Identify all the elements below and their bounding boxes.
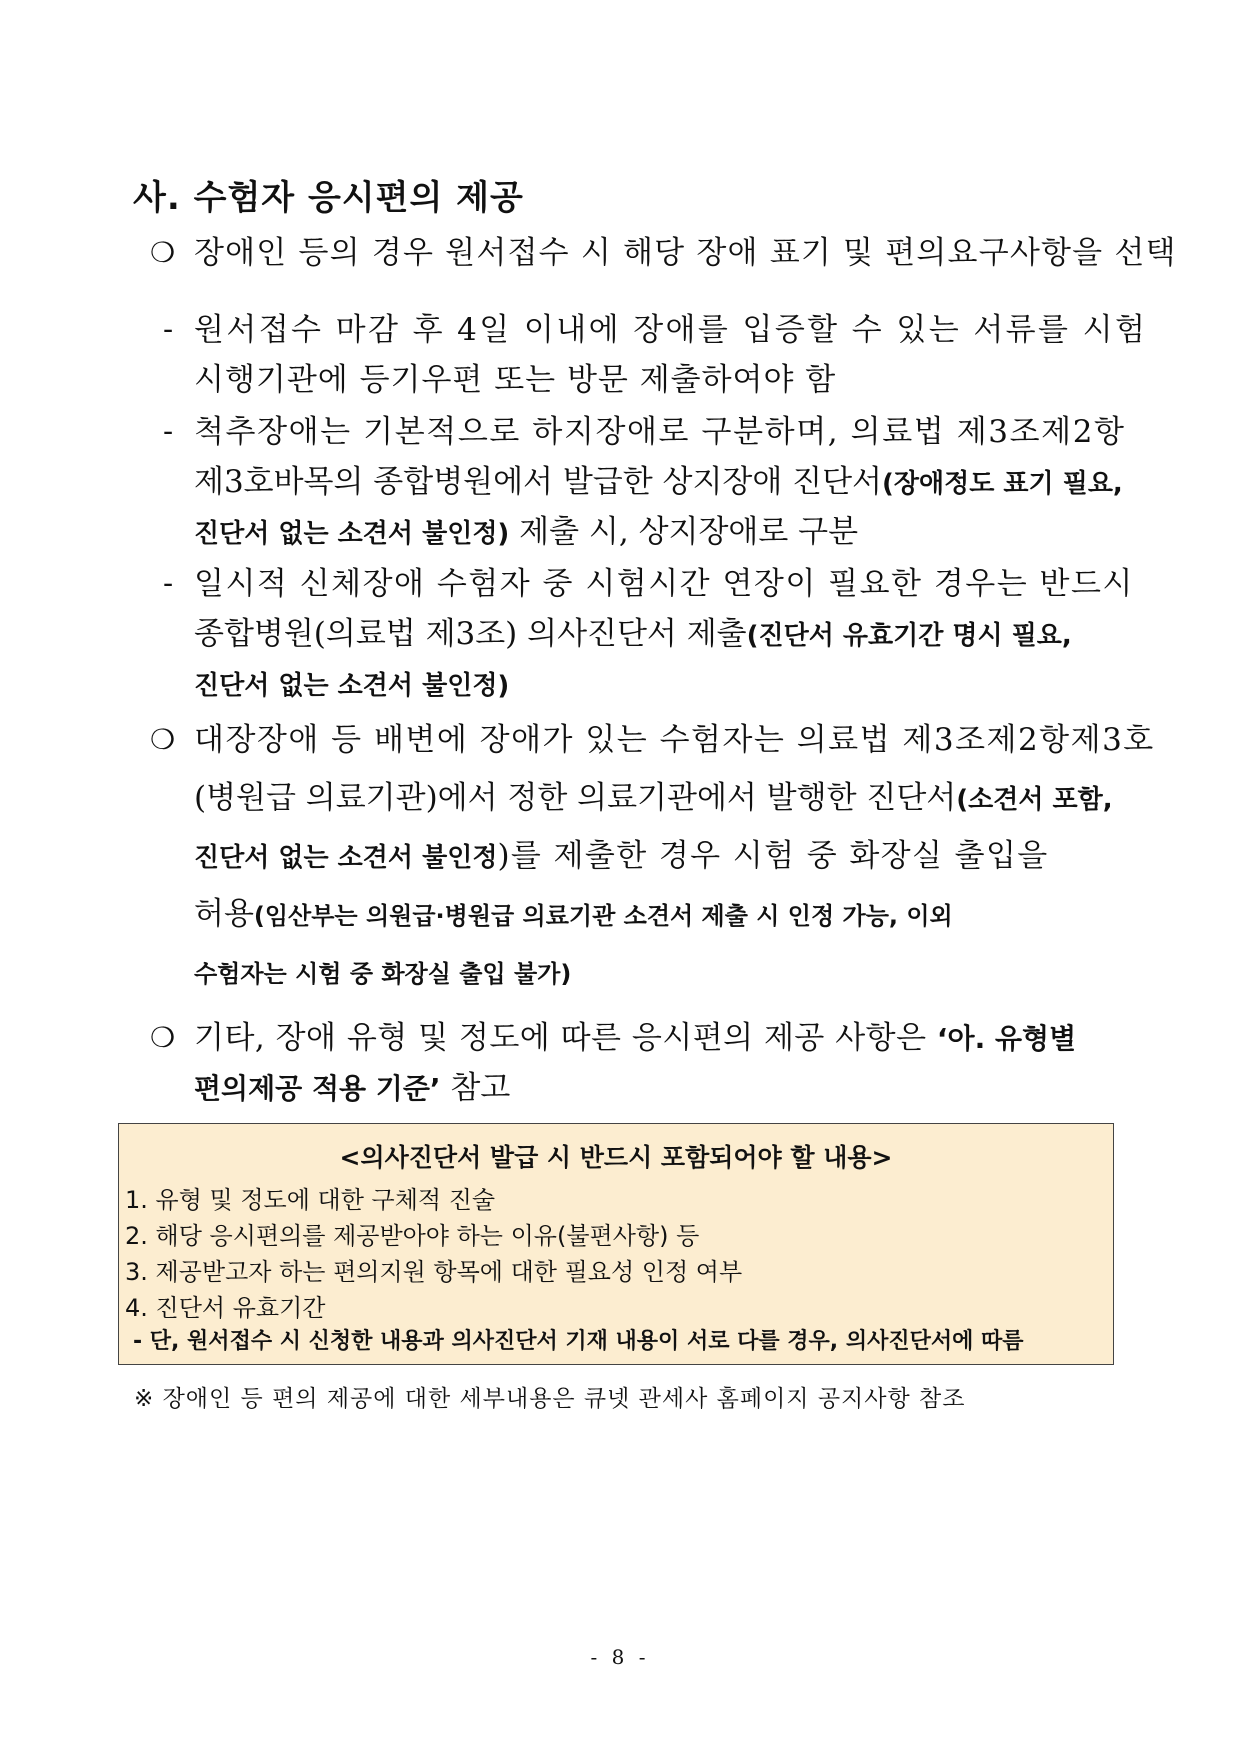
dash-3-line-1: 일시적 신체장애 수험자 중 시험시간 연장이 필요한 경우는 반드시: [194, 566, 1134, 602]
box-item-2: 2. 해당 응시편의를 제공받아야 하는 이유(불편사항) 등: [125, 1222, 700, 1250]
dash-3-line-3: [194, 664, 509, 706]
bullet-3-line-1-bold: ‘아. 유형별: [936, 1022, 1077, 1055]
dash-3-line-2-regular: 종합병원(의료법 제3조) 의사진단서 제출: [194, 616, 747, 652]
bullet-2-line-4: [194, 894, 953, 936]
bullet-2-line-3: [194, 836, 1049, 878]
dash-2-line-2-bold: (장애정도 표기 필요,: [882, 469, 1123, 499]
bullet-2-line-2-bold: (소견서 포함,: [956, 785, 1113, 815]
bullet-2-line-3-regular: )를 제출한 경우 시험 중 화장실 출입을: [497, 838, 1049, 874]
bullet-3-line-2-bold: 편의제공 적용 기준’: [194, 1072, 441, 1105]
bullet-symbol: ❍: [150, 236, 176, 269]
box-item-1: 1. 유형 및 정도에 대한 구체적 진술: [125, 1186, 496, 1214]
dash-symbol: -: [163, 414, 174, 449]
box-title: <의사진단서 발급 시 반드시 포함되어야 할 내용>: [339, 1143, 893, 1172]
dash-3-line-2-bold: (진단서 유효기간 명시 필요,: [746, 621, 1072, 651]
box-note: - 단, 원서접수 시 신청한 내용과 의사진단서 기재 내용이 서로 다를 경우, 의사진단서에 따름: [133, 1329, 1024, 1354]
dash-2-line-2-regular: 제3호바목의 종합병원에서 발급한 상지장애 진단서: [194, 464, 883, 500]
dash-1-line-2: 시행기관에 등기우편 또는 방문 제출하여야 함: [194, 362, 837, 398]
dash-2-line-2: [194, 462, 1123, 504]
dash-1-line-1: 원서접수 마감 후 4일 이내에 장애를 입증할 수 있는 서류를 시험: [194, 312, 1148, 348]
dash-3-line-2: [194, 614, 1072, 656]
bullet-2-line-1: 대장장애 등 배변에 장애가 있는 수험자는 의료법 제3조제2항제3호: [194, 722, 1155, 758]
bullet-symbol: ❍: [150, 723, 176, 756]
footnote: ※ 장애인 등 편의 제공에 대한 세부내용은 큐넷 관세사 홈페이지 공지사항 참조: [134, 1386, 966, 1412]
box-item-3: 3. 제공받고자 하는 편의지원 항목에 대한 필요성 인정 여부: [125, 1258, 743, 1286]
bullet-2-line-5-bold: 수험자는 시험 중 화장실 출입 불가): [194, 960, 572, 988]
bullet-symbol: ❍: [150, 1021, 176, 1054]
bullet-2-line-4-regular: 허용: [194, 896, 254, 932]
bullet-3-line-2-regular: 참고: [440, 1070, 511, 1106]
bullet-2-line-4-bold: (임산부는 의원급·병원급 의료기관 소견서 제출 시 인정 가능, 이외: [253, 902, 953, 930]
box-item-4: 4. 진단서 유효기간: [125, 1294, 326, 1322]
page-number: - 8 -: [590, 1645, 650, 1669]
dash-2-line-3: [194, 512, 858, 554]
diagnosis-requirements-box: [118, 1123, 1114, 1365]
dash-3-line-3-bold: 진단서 없는 소견서 불인정): [194, 671, 510, 701]
bullet-3-line-1-regular: 기타, 장애 유형 및 정도에 따른 응시편의 제공 사항은: [194, 1020, 937, 1056]
bullet-2-line-2: [194, 778, 1113, 820]
dash-2-line-1: 척추장애는 기본적으로 하지장애로 구분하며, 의료법 제3조제2항: [194, 414, 1126, 450]
dash-symbol: -: [163, 312, 174, 347]
bullet-2-line-5: [194, 952, 571, 994]
bullet-2-line-3-bold: 진단서 없는 소견서 불인정: [194, 843, 498, 873]
dash-2-line-3-regular: 제출 시, 상지장애로 구분: [509, 514, 859, 550]
dash-symbol: -: [163, 566, 174, 601]
section-heading: 사. 수험자 응시편의 제공: [133, 178, 524, 218]
dash-2-line-3-bold: 진단서 없는 소견서 불인정): [194, 519, 510, 549]
bullet-1-text: 장애인 등의 경우 원서접수 시 해당 장애 표기 및 편의요구사항을 선택: [194, 235, 1177, 271]
bullet-2-line-2-regular: (병원급 의료기관)에서 정한 의료기관에서 발행한 진단서: [194, 780, 957, 816]
bullet-3-line-1: [194, 1018, 1076, 1059]
bullet-3-line-2: [194, 1068, 510, 1109]
